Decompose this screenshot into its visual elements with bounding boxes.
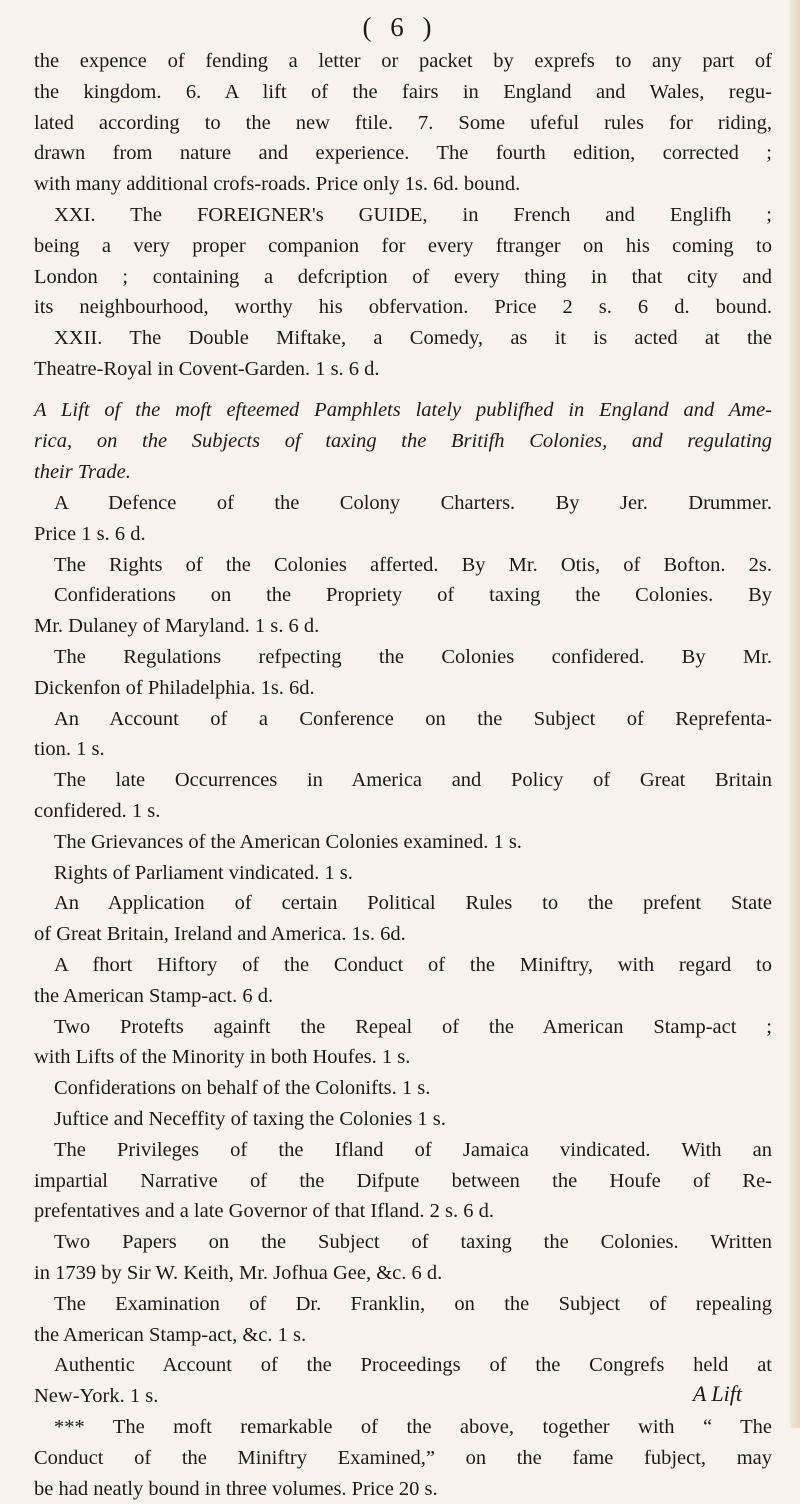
list-line: be had neatly bound in three volumes. Price 20 s. [34,1474,772,1504]
list-line: Dickenfon of Philadelphia. 1s. 6d. [34,673,772,704]
list-line: tion. 1 s. [34,734,772,765]
text-line: XXI. The FOREIGNER's GUIDE, in French and Englifh ; [34,200,772,231]
list-line: the American Stamp-act, &c. 1 s. [34,1320,772,1351]
list-line: prefentatives and a late Governor of that Ifland. 2 s. 6 d. [34,1196,772,1227]
list-line: Confiderations on the Propriety of taxing the Colonies. By [34,580,772,611]
list-line: Juftice and Neceffity of taxing the Colonies 1 s. [34,1104,772,1135]
pamphlet-list [34,488,772,1504]
list-line: A fhort Hiftory of the Conduct of the Miniftry, with regard to [34,950,772,981]
list-line: Mr. Dulaney of Maryland. 1 s. 6 d. [34,611,772,642]
page-edge [790,0,800,1428]
list-line: Two Papers on the Subject of taxing the Colonies. Written [34,1227,772,1258]
text-line: with many additional crofs-roads. Price only 1s. 6d. bound. [34,169,772,200]
text-line: drawn from nature and experience. The fourth edition, corrected ; [34,138,772,169]
advertisement-entries [34,46,772,385]
list-line: Conduct of the Miniftry Examined,” on the fame fubject, may [34,1443,772,1474]
list-line: Rights of Parliament vindicated. 1 s. [34,858,772,889]
list-line: The Rights of the Colonies afferted. By Mr. Otis, of Bofton. 2s. [34,550,772,581]
list-line: The Regulations refpecting the Colonies confidered. By Mr. [34,642,772,673]
list-line: Two Protefts againft the Repeal of the American Stamp-act ; [34,1012,772,1043]
list-line: Authentic Account of the Proceedings of the Congrefs held at [34,1350,772,1381]
list-line: of Great Britain, Ireland and America. 1s. 6d. [34,919,772,950]
heading-line: their Trade. [34,457,772,488]
text-line: London ; containing a defcription of every thing in that city and [34,262,772,293]
text-line: its neighbourhood, worthy his obfervation. Price 2 s. 6 d. bound. [34,292,772,323]
list-line: impartial Narrative of the Difpute between the Houfe of Re- [34,1166,772,1197]
text-line: XXII. The Double Miftake, a Comedy, as it is acted at the [34,323,772,354]
list-line: The late Occurrences in America and Policy of Great Britain [34,765,772,796]
page-number: ( 6 ) [0,12,800,43]
list-line: Price 1 s. 6 d. [34,519,772,550]
list-line: The Privileges of the Ifland of Jamaica vindicated. With an [34,1135,772,1166]
list-line: in 1739 by Sir W. Keith, Mr. Jofhua Gee, &c. 6 d. [34,1258,772,1289]
heading-line: A Lift of the moft efteemed Pamphlets lately publifhed in England and Ame- [34,395,772,426]
list-line: A Defence of the Colony Charters. By Jer. Drummer. [34,488,772,519]
text-line: being a very proper companion for every ftranger on his coming to [34,231,772,262]
text-line: the expence of fending a letter or packet by exprefs to any part of [34,46,772,77]
pamphlet-list-heading [34,395,772,487]
list-line: An Account of a Conference on the Subject of Reprefenta- [34,704,772,735]
list-line: *** The moft remarkable of the above, together with “ The [34,1412,772,1443]
list-line: An Application of certain Political Rules to the prefent State [34,888,772,919]
list-line: The Grievances of the American Colonies examined. 1 s. [34,827,772,858]
text-line: lated according to the new ftile. 7. Some ufeful rules for riding, [34,108,772,139]
list-line: New-York. 1 s. [34,1381,772,1412]
list-line: with Lifts of the Minority in both Houfes. 1 s. [34,1042,772,1073]
list-line: confidered. 1 s. [34,796,772,827]
text-line: the kingdom. 6. A lift of the fairs in England and Wales, regu- [34,77,772,108]
list-line: The Examination of Dr. Franklin, on the Subject of repealing [34,1289,772,1320]
text-line: Theatre-Royal in Covent-Garden. 1 s. 6 d. [34,354,772,385]
list-line: Confiderations on behalf of the Colonifts. 1 s. [34,1073,772,1104]
list-line: the American Stamp-act. 6 d. [34,981,772,1012]
catchword: A Lift [693,1381,742,1407]
heading-line: rica, on the Subjects of taxing the Britifh Colonies, and regulating [34,426,772,457]
